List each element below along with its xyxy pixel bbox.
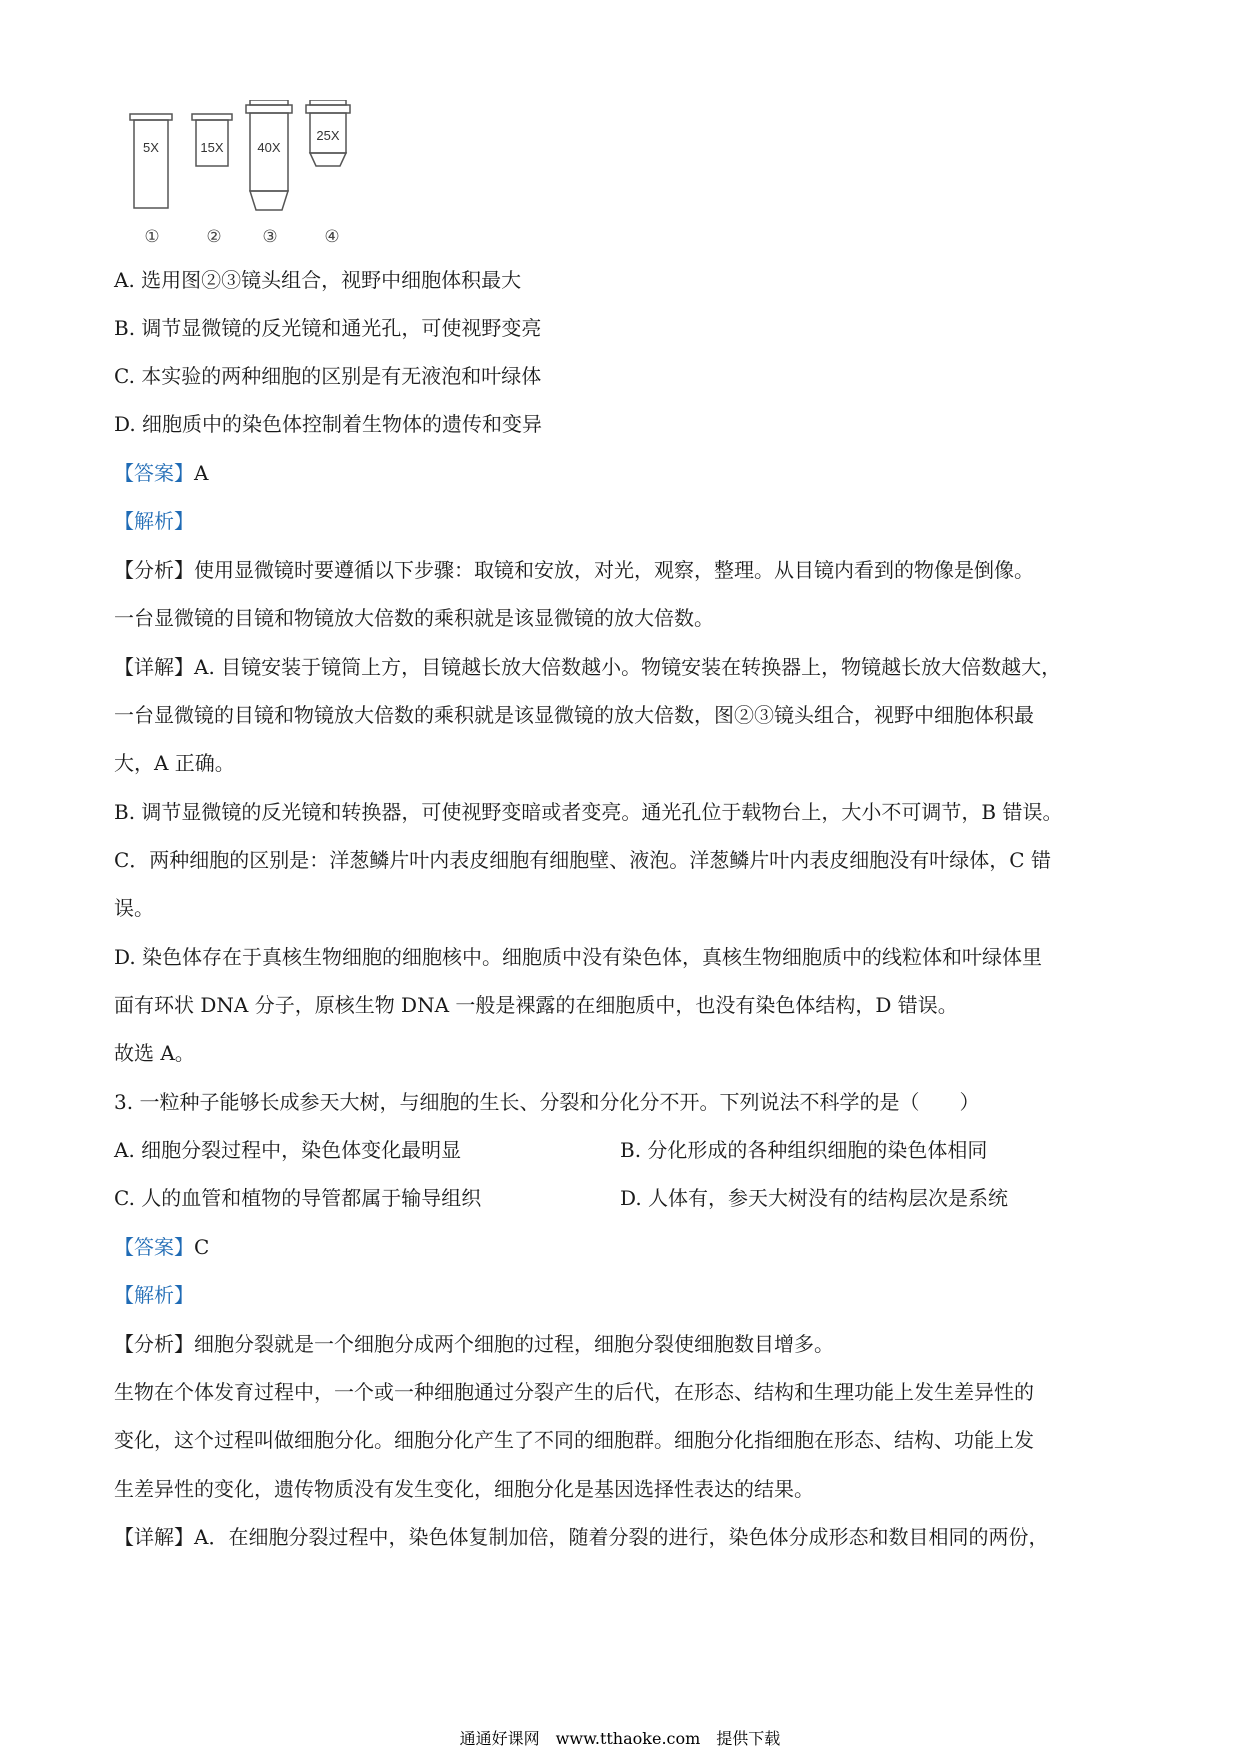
lens-2-number: ② [206,227,222,247]
lens-figure [112,100,412,250]
q3-option-c: C. 人的血管和植物的导管都属于输导组织 [114,1186,482,1210]
q2-xiangjie-line-2: 一台显微镜的目镜和物镜放大倍数的乘积就是该显微镜的放大倍数，图②③镜头组合，视野中细胞体积最 [114,703,1034,727]
lens-3-label: 40X [257,140,281,155]
q3-fenxi-line-1 [114,1330,1134,1358]
q3-fenxi-tag: 【分析】 [114,1332,194,1356]
q2-fenxi-text-1: 使用显微镜时要遵循以下步骤：取镜和安放，对光，观察，整理。从目镜内看到的物像是倒像。 [194,558,1034,582]
lens-1-eyepiece [130,114,172,247]
lens-2-label: 15X [200,140,224,155]
q3-fenxi-line-2: 生物在个体发育过程中，一个或一种细胞通过分裂产生的后代，在形态、结构和生理功能上发生差异性的 [114,1380,1034,1404]
lens-diagram [112,100,412,250]
q2-option-d: D. 细胞质中的染色体控制着生物体的遗传和变异 [114,412,543,436]
q2-xiangjie-text-1: A. 目镜安装于镜筒上方，目镜越长放大倍数越小。物镜安装在转换器上，物镜越长放大倍数越大， [194,655,1062,679]
q3-xiangjie-text-1: A．在细胞分裂过程中，染色体复制加倍，随着分裂的进行，染色体分成形态和数目相同的两份， [194,1525,1049,1549]
q2-answer-line [114,459,1134,487]
q2-option-a: A. 选用图②③镜头组合，视野中细胞体积最大 [114,268,522,292]
lens-4-objective [306,100,350,247]
lens-4-label: 25X [316,128,340,143]
q2-fenxi-line-1 [114,556,1134,584]
q2-answer: A [194,461,209,485]
q3-option-d: D. 人体有，参天大树没有的结构层次是系统 [620,1186,1009,1210]
q2-fenxi-tag: 【分析】 [114,558,194,582]
q3-analysis-tag: 【解析】 [114,1283,194,1307]
lens-2-eyepiece [192,114,232,247]
q2-analysis-tag-line [114,507,1134,535]
q3-xiangjie-tag: 【详解】 [114,1525,194,1549]
q2-xiangjie-line-6: 误。 [114,896,154,920]
q2-option-b: B. 调节显微镜的反光镜和通光孔，可使视野变亮 [114,316,542,340]
q3-answer-line [114,1233,1134,1261]
q2-xiangjie-line-3: 大，A 正确。 [114,751,235,775]
q2-option-c: C. 本实验的两种细胞的区别是有无液泡和叶绿体 [114,364,542,388]
q3-fenxi-line-4: 生差异性的变化，遗传物质没有发生变化，细胞分化是基因选择性表达的结果。 [114,1477,814,1501]
page-footer: 通通好课网 www.tthaoke.com 提供下载 [459,1729,781,1748]
q3-fenxi-text-1: 细胞分裂就是一个细胞分成两个细胞的过程，细胞分裂使细胞数目增多。 [194,1332,834,1356]
lens-4-number: ④ [324,227,340,247]
q3-analysis-tag-line [114,1281,1134,1309]
q3-stem: 3. 一粒种子能够长成参天大树，与细胞的生长、分裂和分化分不开。下列说法不科学的是（ ） [114,1090,980,1114]
q3-xiangjie-line-1 [114,1523,1134,1551]
q2-xiangjie-line-5: C．两种细胞的区别是：洋葱鳞片叶内表皮细胞有细胞壁、液泡。洋葱鳞片叶内表皮细胞没有叶绿体，C 错 [114,848,1051,872]
q2-answer-tag: 【答案】 [114,461,194,485]
lens-1-label: 5X [143,140,159,155]
q2-xiangjie-line-1 [114,653,1134,681]
q2-analysis-tag: 【解析】 [114,509,194,533]
lens-3-objective [246,100,292,247]
q3-option-a: A. 细胞分裂过程中，染色体变化最明显 [114,1138,462,1162]
q3-fenxi-line-3: 变化，这个过程叫做细胞分化。细胞分化产生了不同的细胞群。细胞分化指细胞在形态、结构、功能上发 [114,1428,1034,1452]
q2-xiangjie-tag: 【详解】 [114,655,194,679]
q2-xiangjie-line-8: 面有环状 DNA 分子，原核生物 DNA 一般是裸露的在细胞质中，也没有染色体结构，D 错误。 [114,993,958,1017]
q2-conclusion: 故选 A。 [114,1041,195,1065]
q2-fenxi-line-2: 一台显微镜的目镜和物镜放大倍数的乘积就是该显微镜的放大倍数。 [114,606,714,630]
q3-answer: C [194,1235,210,1259]
lens-1-number: ① [144,227,160,247]
q2-xiangjie-line-4: B. 调节显微镜的反光镜和转换器，可使视野变暗或者变亮。通光孔位于载物台上，大小不可调节，B 错误。 [114,800,1063,824]
q3-answer-tag: 【答案】 [114,1235,194,1259]
q3-option-b: B. 分化形成的各种组织细胞的染色体相同 [620,1138,988,1162]
lens-3-number: ③ [262,227,278,247]
q2-xiangjie-line-7: D. 染色体存在于真核生物细胞的细胞核中。细胞质中没有染色体，真核生物细胞质中的线粒体和叶绿体里 [114,945,1043,969]
